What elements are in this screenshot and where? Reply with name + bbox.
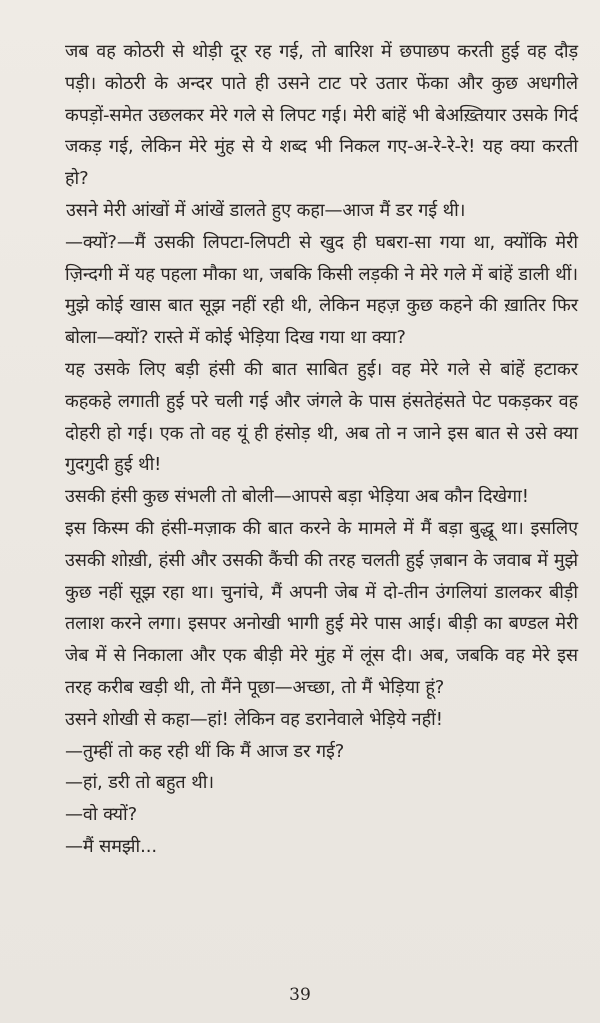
paragraph-2: उसने मेरी आंखों में आंखें डालते हुए कहा—आज मैं डर गई थी। — [66, 199, 466, 221]
paragraph-7: उसने शोखी से कहा—हां! लेकिन वह डरानेवाले भेड़िये नहीं! — [65, 708, 443, 730]
paragraph-4: यह उसके लिए बड़ी हंसी की बात साबित हुई। वह मेरे गले से बांहें हटाकर कहकहे लगाती हुई परे चली गई और जंगले के पास हंसतेहंसते पेट पकड़कर वह दोहरी हो गई। एक तो वह यूं ही हंसोड़ थी, अब तो न जाने इस बात से उसे क्या गुदगुदी हुई थी! — [65, 358, 578, 476]
page-number: 39 — [289, 985, 311, 1005]
paragraph-9: —हां, डरी तो बहुत थी। — [65, 772, 214, 794]
paragraph-10: —वो क्यों? — [65, 804, 138, 826]
paragraph-6: इस किस्म की हंसी-मज़ाक की बात करने के मामले में मैं बड़ा बुद्धू था। इसलिए उसकी शोख़ी, हंसी और उसकी कैंची की तरह चलती हुई ज़बान के जवाब में मुझे कुछ नहीं सूझ रहा था। चुनांचे, मैं अपनी जेब में दो-तीन उंगलियां डालकर बीड़ी तलाश करने लगा। इसपर अनोखी भागी हुई मेरे पास आई। बीड़ी का बण्डल मेरी जेब में से निकाला और एक बीड़ी मेरे मुंह में लूंस दी। अब, जबकि वह मेरे इस तरह करीब खड़ी थी, तो मैंने पूछा—अच्छा, तो मैं भेड़िया हूं? — [65, 517, 578, 698]
body-text — [65, 36, 578, 863]
paragraph-8: —तुम्हीं तो कह रही थीं कि मैं आज डर गई? — [65, 740, 345, 762]
paragraph-1: जब वह कोठरी से थोड़ी दूर रह गई, तो बारिश में छपाछप करती हुई वह दौड़ पड़ी। कोठरी के अन्दर पाते ही उसने टाट परे उतार फेंका और कुछ अधगीले कपड़ों-समेत उछलकर मेरे गले से लिपट गई। मेरी बांहें भी बेअख़्तियार उसके गिर्द जकड़ गई, लेकिन मेरे मुंह से ये शब्द भी निकल गए-अ-रे-रे-रे! यह क्या करती हो? — [65, 41, 578, 190]
paragraph-11: —मैं समझी... — [65, 835, 157, 857]
paragraph-3: —क्यों?—मैं उसकी लिपटा-लिपटी से खुद ही घबरा-सा गया था, क्योंकि मेरी ज़िन्दगी में यह पहला मौका था, जबकि किसी लड़की ने मेरे गले में बांहें डाली थीं। मुझे कोई खास बात सूझ नहीं रही थी, लेकिन महज़ कुछ कहने की ख़ातिर फिर बोला—क्यों? रास्ते में कोई भेड़िया दिख गया था क्या? — [65, 231, 578, 349]
paragraph-5: उसकी हंसी कुछ संभली तो बोली—आपसे बड़ा भेड़िया अब कौन दिखेगा! — [65, 486, 529, 508]
